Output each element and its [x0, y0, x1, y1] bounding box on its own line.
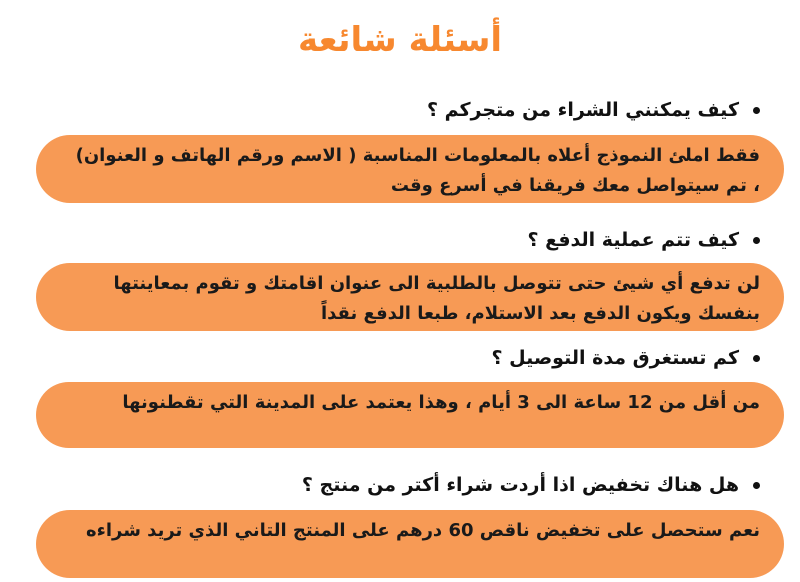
faq-answer-4	[36, 510, 784, 578]
faq-question-3[interactable]	[491, 343, 760, 373]
faq-question-2[interactable]	[528, 225, 761, 255]
faq-answer-2	[36, 263, 784, 331]
faq-question-2-text: كيف تتم عملية الدفع ؟	[527, 229, 739, 251]
faq-answer-2-content: لن تدفع أي شيئ حتى تتوصل بالطلبية الى عنوان اقامتك و تقوم بمعاينتها بنفسك ويكون الدفع بعد الاستلام، طبعا الدفع نقداً	[113, 273, 760, 324]
faq-answer-3	[36, 382, 784, 448]
faq-question-1-text: كيف يمكنني الشراء من متجركم ؟	[426, 99, 739, 121]
faq-answer-4-content: نعم ستحصل على تخفيض ناقص 60 درهم على المنتج التاني الذي تريد شراءه	[86, 520, 760, 541]
bullet-icon	[753, 482, 760, 489]
faq-answer-1	[36, 135, 784, 203]
page-title: أسئلة شائعة	[297, 20, 503, 60]
faq-answer-3-content: من أقل من 12 ساعة الى 3 أيام ، وهذا يعتمد على المدينة التي تقطنونها	[122, 392, 760, 413]
bullet-icon	[753, 107, 760, 114]
faq-question-4[interactable]	[302, 470, 760, 500]
bullet-icon	[753, 237, 760, 244]
faq-question-4-text: هل هناك تخفيض اذا أردت شراء أكتر من منتج ؟	[301, 474, 739, 496]
faq-answer-1-content: فقط املئ النموذج أعلاه بالمعلومات المناسبة ( الاسم ورقم الهاتف و العنوان) ، تم سيتواصل معك فريقنا في أسرع وقت	[75, 145, 760, 196]
faq-question-1[interactable]	[427, 95, 760, 125]
faq-question-3-text: كم تستغرق مدة التوصيل ؟	[491, 347, 739, 369]
bullet-icon	[753, 355, 760, 362]
